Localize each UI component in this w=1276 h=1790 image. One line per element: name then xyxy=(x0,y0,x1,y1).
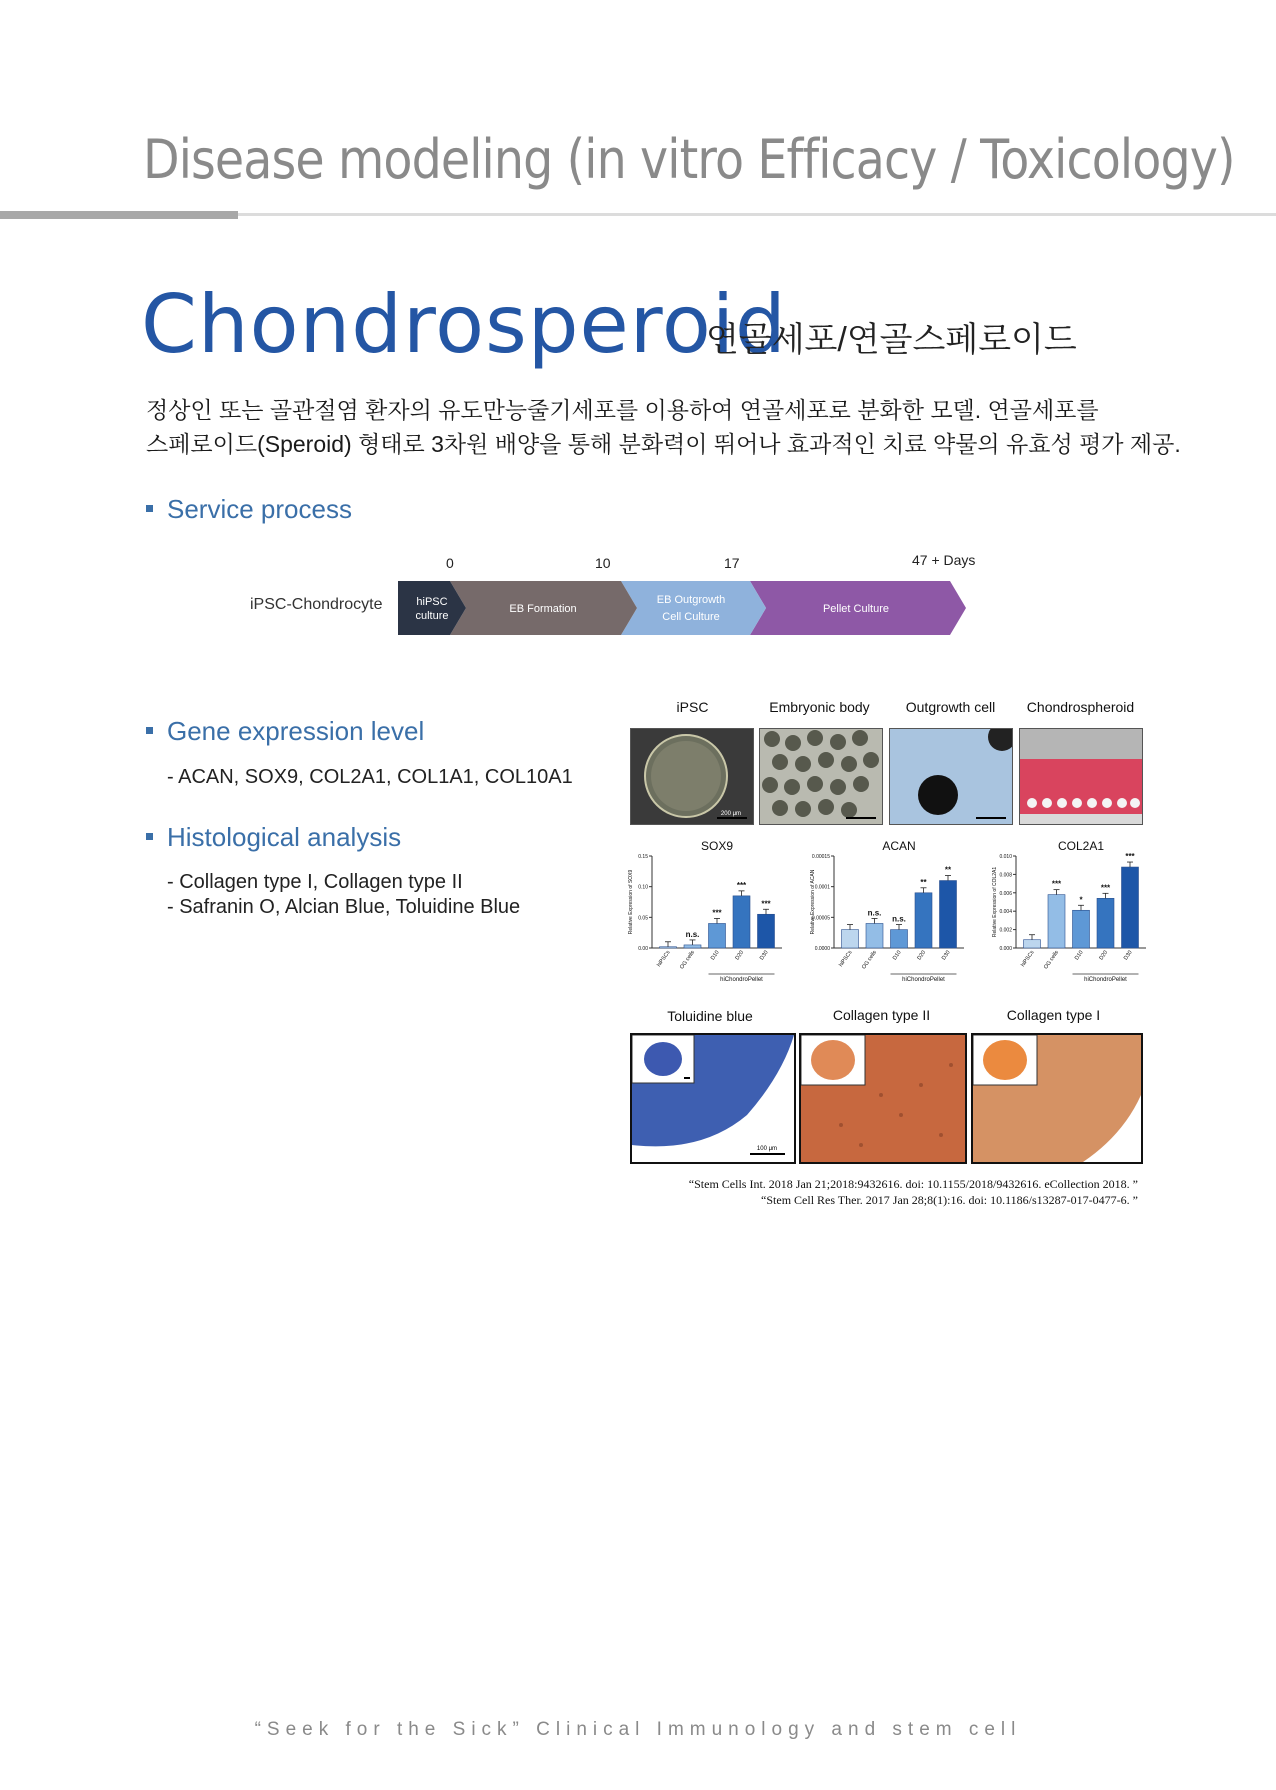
day-47: 47 + Days xyxy=(912,552,976,568)
chart-2-x-tick-label: hiPSCs xyxy=(838,949,854,969)
chart-2-bar xyxy=(842,930,859,948)
chart-1-y-tick-label: 0.05 xyxy=(638,915,648,922)
citation-2: “Stem Cell Res Ther. 2017 Jan 28;8(1):16. doi: 10.1186/s13287-017-0477-6. ” xyxy=(761,1193,1138,1207)
header-title: Disease modeling (in vitro Efficacy / Toxicology) xyxy=(143,128,1235,191)
chart-3-x-tick-label: OG cells xyxy=(1043,949,1061,971)
chart-2-significance: n.s. xyxy=(892,914,906,924)
day-10: 10 xyxy=(595,555,611,571)
embryonic-body-photo xyxy=(759,728,883,825)
chart-1-y-tick-label: 0.10 xyxy=(638,884,648,891)
toluidine-scale-bar: 100 μm xyxy=(756,1146,778,1152)
process-row-label: iPSC-Chondrocyte xyxy=(250,596,383,613)
histological-detail-1: - Collagen type I, Collagen type II xyxy=(167,871,463,893)
chart-3-x-tick-label: D30 xyxy=(1122,949,1134,962)
chart-2-significance: ** xyxy=(920,877,927,887)
gene-expression-charts xyxy=(620,840,1160,990)
chart-3-bar xyxy=(1024,940,1041,948)
chart-2-significance: n.s. xyxy=(867,908,882,918)
service-process-heading xyxy=(146,494,352,525)
chart-2-y-tick-label: 0.0000 xyxy=(814,946,830,952)
chart-1-bar xyxy=(709,923,726,948)
service-process-heading-text: Service process xyxy=(167,494,352,524)
header-accent-bar xyxy=(0,211,238,219)
chart-1-x-tick-label: D10 xyxy=(709,949,721,962)
histological-heading xyxy=(146,822,401,853)
chart-3-significance: *** xyxy=(1051,879,1062,889)
process-arrows xyxy=(398,579,968,637)
photo-label-outgrowth: Outgrowth cell xyxy=(905,699,996,715)
chart-3-y-tick-label: 0.006 xyxy=(999,890,1012,897)
histological-heading-text: Histological analysis xyxy=(167,822,402,852)
collagen-ii-image xyxy=(799,1033,967,1164)
gene-expression-heading-text: Gene expression level xyxy=(167,716,425,746)
chart-1-y-tick-label: 0.00 xyxy=(638,946,648,952)
chart-3-x-tick-label: D10 xyxy=(1073,949,1085,962)
chart-2-x-tick-label: D30 xyxy=(940,949,952,962)
chart-1-significance: n.s. xyxy=(685,929,700,939)
bullet-icon xyxy=(146,833,153,840)
bullet-icon xyxy=(146,727,153,734)
chart-1-group-label: hiChondroPellet xyxy=(720,977,763,983)
footer-tagline: “Seek for the Sick” Clinical Immunology and stem cell xyxy=(254,1719,1022,1740)
step-3-label-line-2: Cell Culture xyxy=(662,611,720,623)
chart-1-x-tick-label: D30 xyxy=(758,949,770,962)
chart-1-y-tick-label: 0.15 xyxy=(638,854,648,860)
chart-2-bar xyxy=(915,893,932,948)
day-17: 17 xyxy=(724,555,740,571)
chart-2-significance: ** xyxy=(944,865,952,875)
step-1-label-line-1: hiPSC xyxy=(416,596,448,608)
chart-3-group-label: hiChondroPellet xyxy=(1084,977,1127,983)
day-0: 0 xyxy=(446,555,454,571)
page-title: Chondrosperoid xyxy=(141,278,787,371)
chart-3-bar xyxy=(1073,910,1090,948)
description-line-2: 스페로이드(Speroid) 형태로 3차원 배양을 통해 분화력이 뛰어나 효과적인 치료 약물의 유효성 평가 제공. xyxy=(146,431,1181,457)
chart-3-x-tick-label: D20 xyxy=(1098,949,1110,962)
step-2-label: EB Formation xyxy=(509,603,577,615)
step-eb-outgrowth xyxy=(621,581,766,635)
chart-3-y-label: Relative Expression of COL2A1 xyxy=(992,866,998,938)
chart-1-bar xyxy=(660,947,677,948)
chart-2-bar xyxy=(940,881,957,948)
toluidine-blue-image xyxy=(630,1033,796,1164)
chart-2-x-tick-label: OG cells xyxy=(861,949,879,971)
chart-3-y-tick-label: 0.004 xyxy=(999,909,1012,916)
histological-detail-2: - Safranin O, Alcian Blue, Toluidine Blue xyxy=(167,896,521,918)
chart-2-y-label: Relative Expression of ACAN xyxy=(810,869,816,935)
chart-1-bar xyxy=(684,945,701,948)
hist-label-collagen-ii: Collagen type II xyxy=(832,1007,931,1023)
chart-1-bar xyxy=(733,896,750,948)
chart-2-y-tick-label: 0.00005 xyxy=(811,915,830,922)
gene-expression-heading xyxy=(146,716,424,747)
chart-3-bar xyxy=(1048,895,1065,948)
chart-3-title: COL2A1 xyxy=(1057,840,1105,853)
chart-3-bar xyxy=(1122,867,1139,948)
chart-3-x-tick-label: hiPSCs xyxy=(1020,949,1036,969)
chart-3-bar xyxy=(1097,898,1114,948)
chart-3-y-tick-label: 0.002 xyxy=(999,927,1012,934)
hist-label-collagen-i: Collagen type I xyxy=(1006,1007,1101,1023)
photo-label-ipsc: iPSC xyxy=(676,699,709,715)
chart-1-significance: *** xyxy=(761,899,771,909)
chondrospheroid-photo xyxy=(1019,728,1143,825)
citation-1: “Stem Cells Int. 2018 Jan 21;2018:9432616. doi: 10.1155/2018/9432616. eCollection 2018. ” xyxy=(688,1177,1138,1191)
process-timeline xyxy=(250,551,1000,651)
chart-1-x-tick-label: D20 xyxy=(734,949,746,962)
chart-3-y-tick-label: 0.000 xyxy=(999,946,1012,952)
chart-1-y-label: Relative Expression of SOX9 xyxy=(628,869,634,935)
bullet-icon xyxy=(146,505,153,512)
page-subtitle: 연골세포/연골스페로이드 xyxy=(706,321,1077,359)
ipsc-photo xyxy=(630,728,754,825)
chart-1-x-tick-label: OG cells xyxy=(679,949,697,971)
step-4-label: Pellet Culture xyxy=(822,603,890,615)
chart-2-title: ACAN xyxy=(882,840,916,853)
description-line-1: 정상인 또는 골관절염 환자의 유도만능줄기세포를 이용하여 연골세포로 분화한 모델. 연골세포를 xyxy=(146,397,1099,423)
outgrowth-photo xyxy=(889,728,1013,825)
description xyxy=(146,393,1246,461)
ipsc-scale-bar: 200 μm xyxy=(720,811,742,817)
chart-2-x-tick-label: D20 xyxy=(916,949,928,962)
hist-label-toluidine: Toluidine blue xyxy=(667,1008,753,1024)
chart-3-y-tick-label: 0.010 xyxy=(999,854,1012,860)
chart-2-bar xyxy=(866,923,883,948)
photo-label-chondrospheroid: Chondrospheroid xyxy=(1026,699,1135,715)
chart-1-title: SOX9 xyxy=(700,840,734,853)
chart-3-y-tick-label: 0.008 xyxy=(999,872,1012,879)
chart-2-bar xyxy=(891,930,908,948)
chart-1-significance: *** xyxy=(736,880,747,890)
chart-1-bar xyxy=(758,914,775,948)
chart-3-significance: * xyxy=(1079,895,1083,905)
chart-2-y-tick-label: 0.0001 xyxy=(814,884,830,891)
step-3-label-line-1: EB Outgrowth xyxy=(656,594,726,606)
chart-3-significance: *** xyxy=(1125,852,1135,862)
collagen-i-image xyxy=(971,1033,1143,1164)
chart-1-significance: *** xyxy=(712,908,722,918)
gene-expression-detail: - ACAN, SOX9, COL2A1, COL1A1, COL10A1 xyxy=(167,766,573,788)
step-1-label-line-2: culture xyxy=(415,610,449,622)
chart-2-group-label: hiChondroPellet xyxy=(902,977,945,983)
chart-1-x-tick-label: hiPSCs xyxy=(656,949,672,969)
chart-3-significance: *** xyxy=(1100,883,1111,893)
photo-label-embryonic-body: Embryonic body xyxy=(769,699,870,715)
chart-2-y-tick-label: 0.00015 xyxy=(811,854,830,860)
chart-2-x-tick-label: D10 xyxy=(891,949,903,962)
